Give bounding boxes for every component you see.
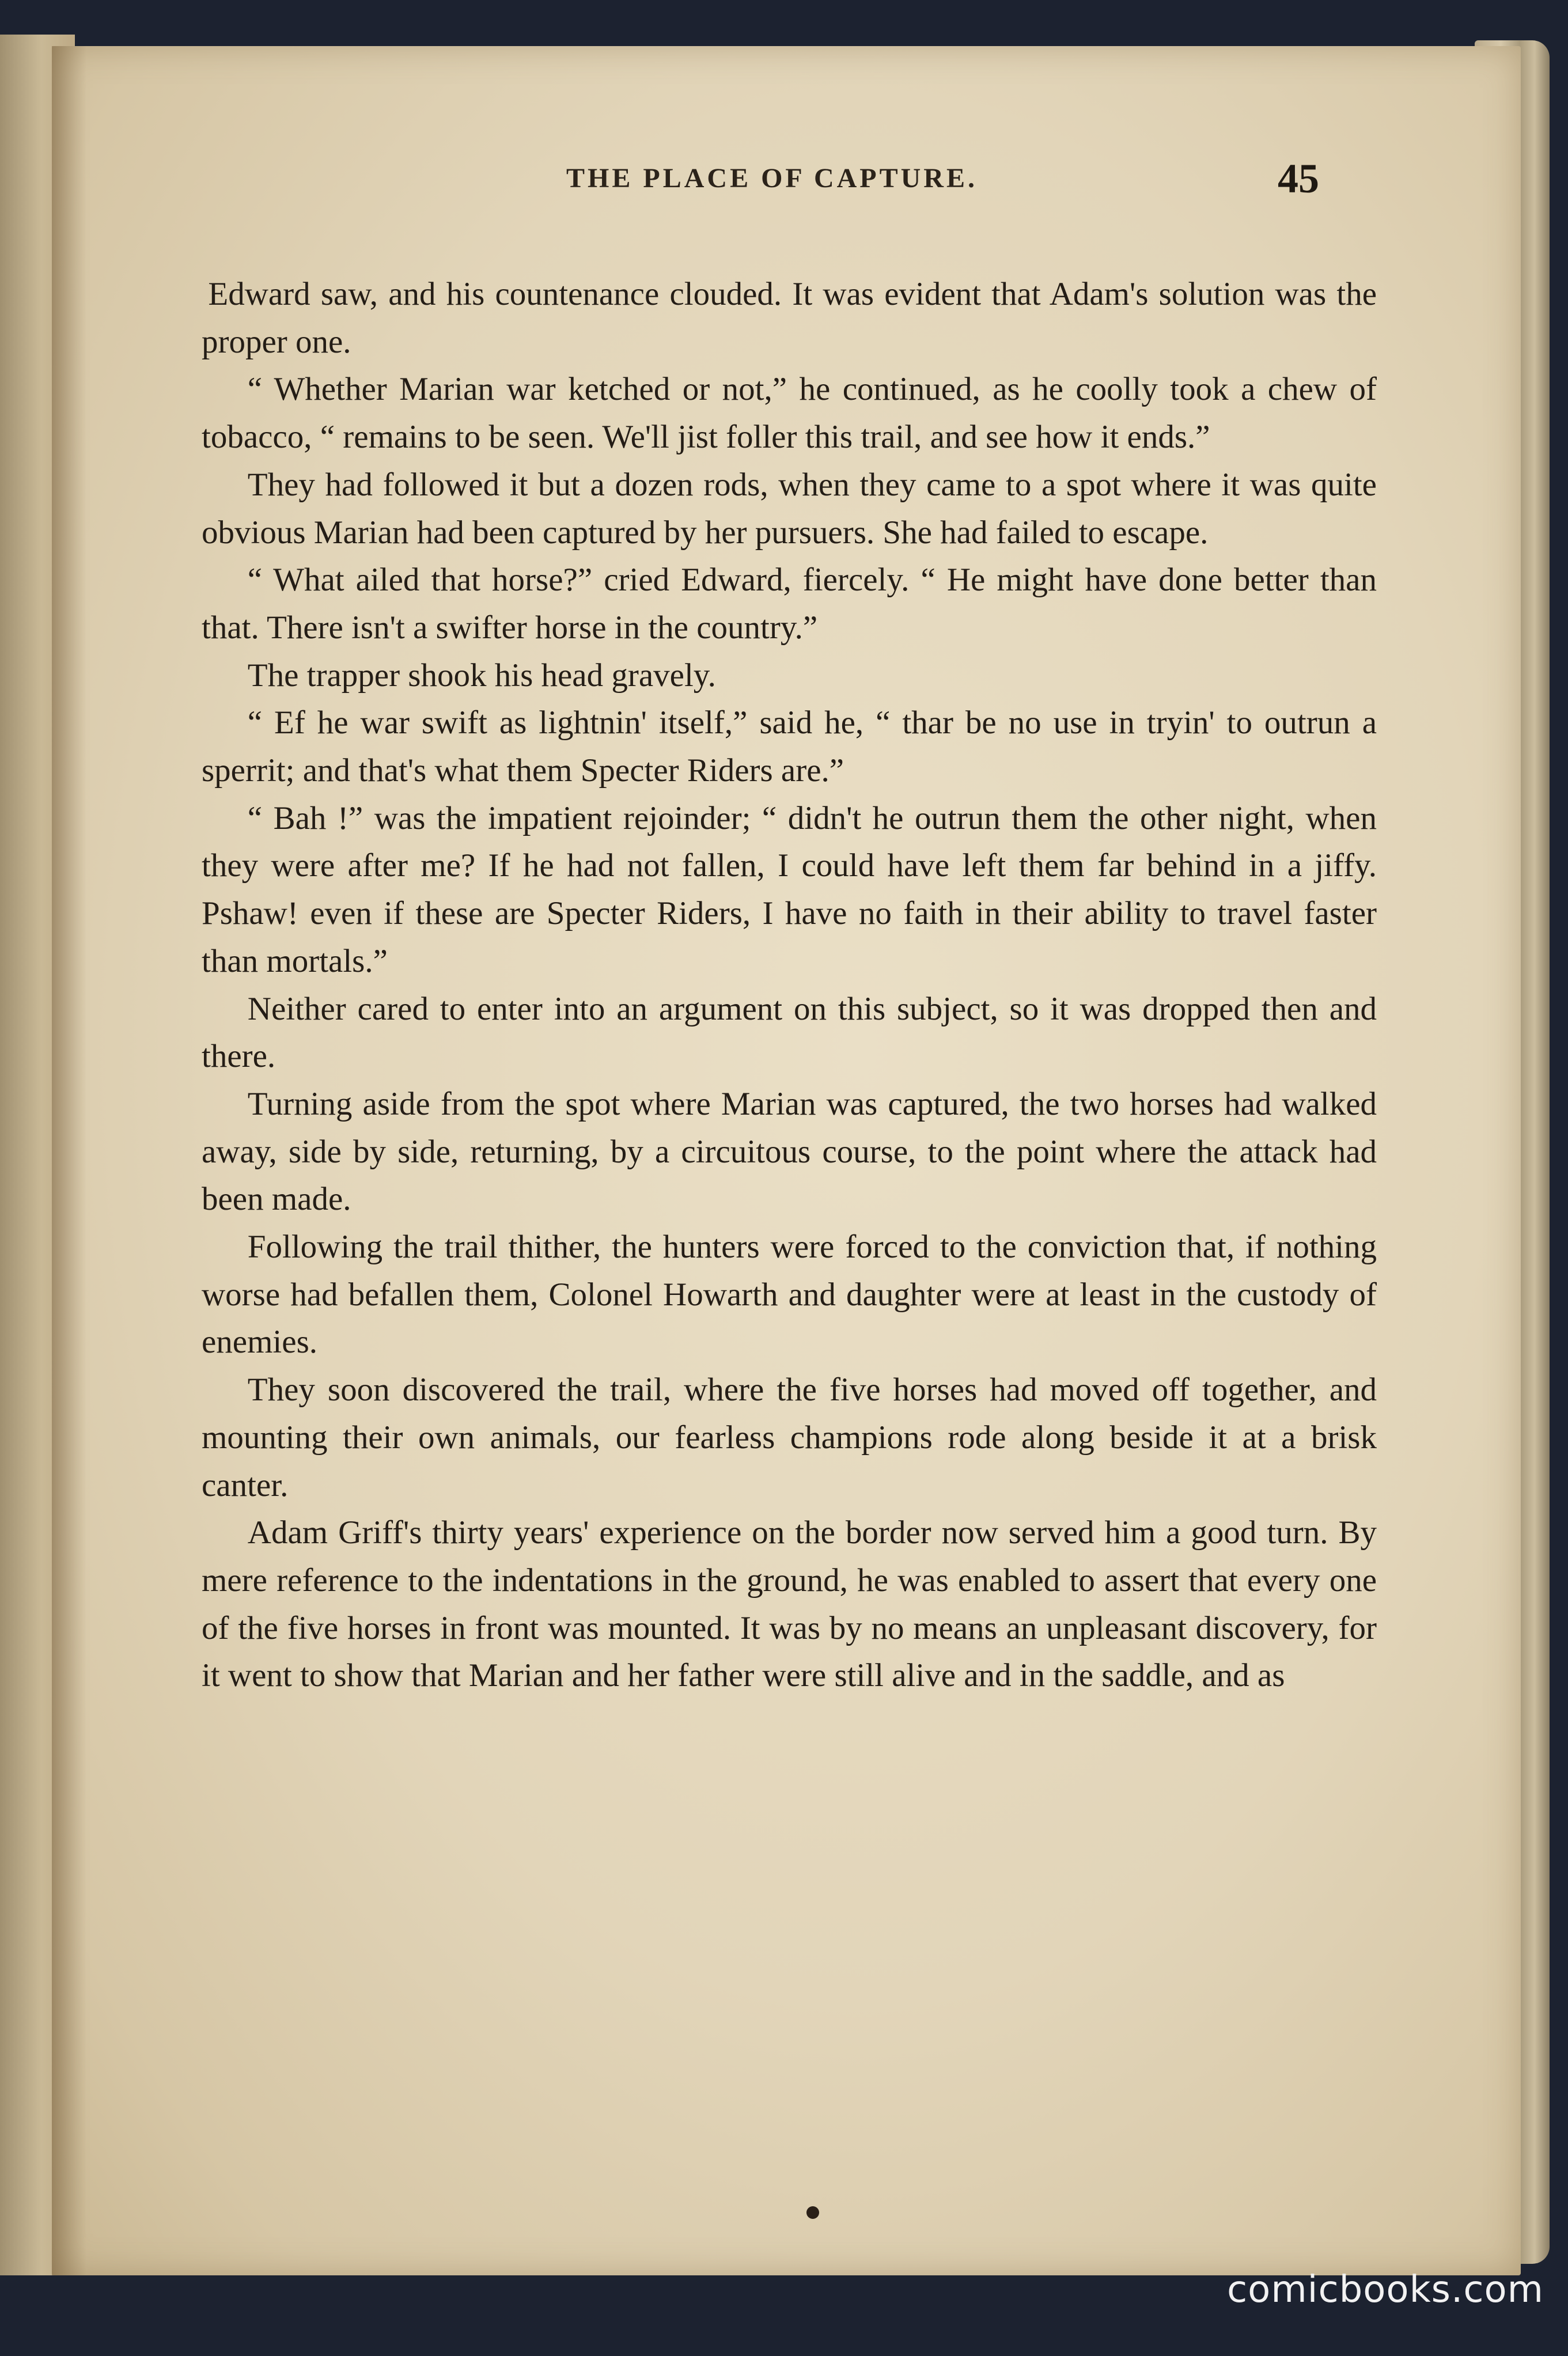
chapter-title: THE PLACE OF CAPTURE. xyxy=(566,163,978,194)
paragraph: Neither cared to enter into an argument on this subject, so it was dropped then and there. xyxy=(202,990,1377,1075)
paragraph: “ Whether Marian war ketched or not,” he continued, as he coolly took a chew of tobacco, “ remains to be seen. We'll jist foller this trail, and see how it ends.” xyxy=(202,371,1377,456)
body-text xyxy=(202,271,1377,1700)
ink-dot-mark xyxy=(806,2206,819,2219)
running-head xyxy=(52,144,1521,213)
paragraph: Adam Griff's thirty years' experience on the border now served him a good turn. By mere reference to the indentations in the ground, he was enabled to assert that every one of the five horses in front was mounted. It was by no means an unpleasant discovery, for it went to show that Marian and her father were still alive and in the saddle, and as xyxy=(202,1514,1377,1694)
paragraph: Following the trail thither, the hunters were forced to the conviction that, if nothing worse had befallen them, Colonel Howarth and daughter were at least in the custody of enemies. xyxy=(202,1229,1377,1361)
paragraph: The trapper shook his head gravely. xyxy=(247,657,716,694)
paragraph: They soon discovered the trail, where the five horses had moved off together, and mounting their own animals, our fearless champions rode along beside it at a brisk canter. xyxy=(202,1372,1377,1503)
paragraph: They had followed it but a dozen rods, when they came to a spot where it was quite obvious Marian had been captured by her pursuers. She had failed to escape. xyxy=(202,466,1377,551)
page-gutter-shadow xyxy=(52,46,86,2275)
paragraph: “ Ef he war swift as lightnin' itself,” said he, “ thar be no use in tryin' to outrun a sperrit; and that's what them Specter Riders are.” xyxy=(202,704,1377,789)
paragraph: Turning aside from the spot where Marian was captured, the two horses had walked away, side by side, returning, by a circuitous course, to the point where the attack had been made. xyxy=(202,1085,1377,1218)
book-page xyxy=(52,46,1521,2275)
paragraph: “ Bah !” was the impatient rejoinder; “ didn't he outrun them the other night, when they were after me? If he had not fallen, I could have left them far behind in a jiffy. Pshaw! even if these are Specter Riders, I have no faith in their ability to travel faster than mortals.” xyxy=(202,800,1377,979)
page-number: 45 xyxy=(1278,156,1319,202)
paragraph: “ What ailed that horse?” cried Edward, fiercely. “ He might have done better than that. There isn't a swifter horse in the country.” xyxy=(202,562,1377,646)
paragraph: Edward saw, and his countenance clouded. It was evident that Adam's solution was the proper one. xyxy=(202,276,1377,360)
watermark: comicbooks.com xyxy=(1226,2268,1544,2311)
